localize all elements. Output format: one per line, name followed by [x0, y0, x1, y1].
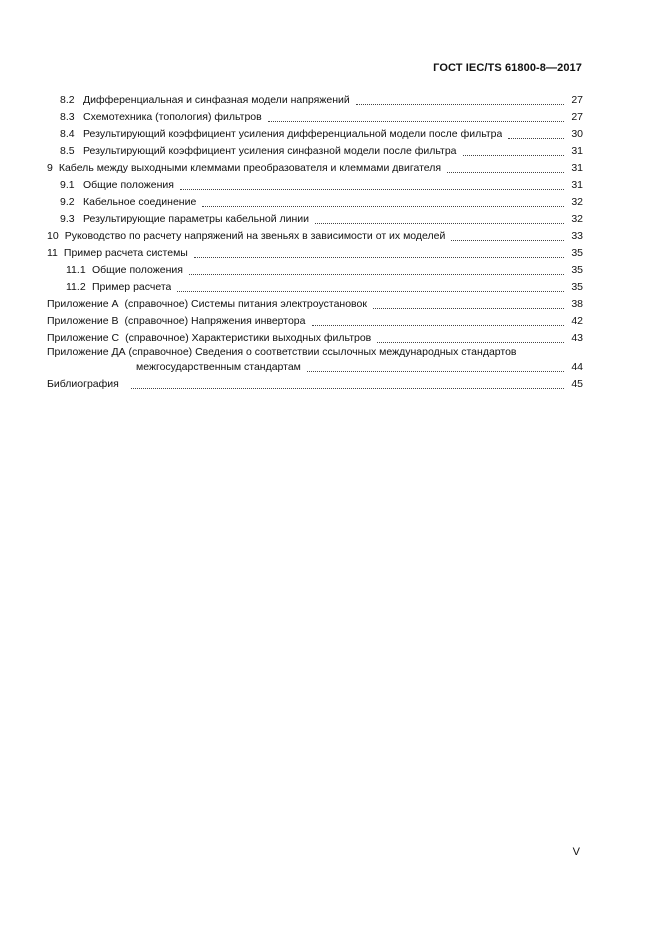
leader-dots	[189, 273, 564, 275]
toc-number: Приложение В	[47, 315, 119, 327]
toc-title: Результирующие параметры кабельной линии	[83, 213, 310, 225]
toc-page: 42	[571, 315, 583, 327]
toc-entry-8-5[interactable]	[47, 141, 583, 158]
toc-number: 9.3	[60, 213, 75, 225]
toc-page: 33	[571, 230, 583, 242]
toc-title: Руководство по расчету напряжений на звеньях в зависимости от их моделей	[64, 230, 446, 242]
leader-dots	[377, 341, 564, 343]
toc-number: Библиография	[47, 378, 119, 390]
leader-dots	[268, 120, 564, 122]
toc-page: 31	[571, 179, 583, 191]
leader-dots	[131, 387, 564, 389]
leader-dots	[463, 154, 564, 156]
leader-dots	[508, 137, 564, 139]
toc-page: 31	[571, 145, 583, 157]
leader-dots	[177, 290, 564, 292]
toc-number: 9	[47, 162, 53, 174]
toc-title: Общие положения	[83, 179, 174, 191]
toc-entry-9-3[interactable]	[47, 209, 583, 226]
toc-number: 11.2	[66, 281, 86, 293]
leader-dots	[307, 370, 564, 372]
toc-number: 11.1	[66, 264, 86, 276]
toc-entry-8-2[interactable]	[47, 90, 583, 107]
toc-page: 27	[571, 111, 583, 123]
document-code-header: ГОСТ IEC/TS 61800-8—2017	[433, 62, 582, 74]
toc-page: 43	[571, 332, 583, 344]
toc-entry-appendix-a[interactable]	[47, 294, 583, 311]
toc-page: 35	[571, 281, 583, 293]
toc-title: Результирующий коэффициент усиления синфазной модели после фильтра	[83, 145, 457, 157]
toc-entry-9[interactable]	[47, 158, 583, 175]
table-of-contents	[47, 90, 583, 391]
toc-page: 27	[571, 94, 583, 106]
toc-page: 35	[571, 247, 583, 259]
toc-number: 10	[47, 230, 59, 242]
toc-number: 9.1	[60, 179, 75, 191]
toc-number: 8.5	[60, 145, 75, 157]
toc-number: 11	[47, 247, 58, 259]
toc-entry-bibliography[interactable]	[47, 374, 583, 391]
toc-title: Кабель между выходными клеммами преобразователя и клеммами двигателя	[58, 162, 442, 174]
page-number: V	[572, 846, 580, 858]
toc-page: 44	[571, 361, 583, 373]
toc-number: 8.2	[60, 94, 75, 106]
toc-number: Приложение А	[47, 298, 119, 310]
toc-title: (справочное) Системы питания электроустановок	[124, 298, 367, 310]
toc-entry-appendix-c[interactable]	[47, 328, 583, 345]
toc-entry-appendix-b[interactable]	[47, 311, 583, 328]
toc-title: Пример расчета	[92, 281, 172, 293]
toc-entry-10[interactable]	[47, 226, 583, 243]
toc-entry-continuation	[47, 360, 583, 374]
leader-dots	[202, 205, 564, 207]
leader-dots	[356, 103, 564, 105]
toc-title: Схемотехника (топология) фильтров	[83, 111, 262, 123]
toc-number: 8.3	[60, 111, 75, 123]
leader-dots	[180, 188, 564, 190]
toc-entry-8-3[interactable]	[47, 107, 583, 124]
toc-number: Приложение С	[47, 332, 120, 344]
leader-dots	[451, 239, 564, 241]
toc-number: 9.2	[60, 196, 75, 208]
toc-page: 38	[571, 298, 583, 310]
toc-entry-9-1[interactable]	[47, 175, 583, 192]
toc-page: 32	[571, 213, 583, 225]
leader-dots	[312, 324, 565, 326]
toc-title: (справочное) Характеристики выходных фильтров	[125, 332, 372, 344]
toc-title: Пример расчета системы	[63, 247, 188, 259]
toc-page: 32	[571, 196, 583, 208]
leader-dots	[373, 307, 564, 309]
toc-title: (справочное) Напряжения инвертора	[124, 315, 306, 327]
toc-entry-11-2[interactable]	[47, 277, 583, 294]
toc-title: Дифференциальная и синфазная модели напряжений	[83, 94, 350, 106]
toc-page: 35	[571, 264, 583, 276]
toc-entry-9-2[interactable]	[47, 192, 583, 209]
toc-page: 31	[571, 162, 583, 174]
toc-title: (справочное) Сведения о соответствии ссылочных международных стандартов	[128, 346, 517, 358]
toc-title: Общие положения	[92, 264, 183, 276]
toc-number: 8.4	[60, 128, 75, 140]
toc-page: 30	[571, 128, 583, 140]
toc-page: 45	[571, 378, 583, 390]
toc-entry-appendix-da[interactable]	[47, 345, 583, 374]
leader-dots	[315, 222, 564, 224]
toc-entry-line	[47, 345, 517, 360]
toc-entry-11[interactable]	[47, 243, 583, 260]
toc-title-continuation: межгосударственным стандартам	[136, 361, 301, 373]
leader-dots	[447, 171, 564, 173]
toc-title: Результирующий коэффициент усиления дифференциальной модели после фильтра	[83, 128, 503, 140]
toc-title: Кабельное соединение	[83, 196, 197, 208]
toc-number: Приложение ДА	[47, 346, 126, 358]
toc-entry-8-4[interactable]	[47, 124, 583, 141]
toc-entry-11-1[interactable]	[47, 260, 583, 277]
leader-dots	[194, 256, 564, 258]
